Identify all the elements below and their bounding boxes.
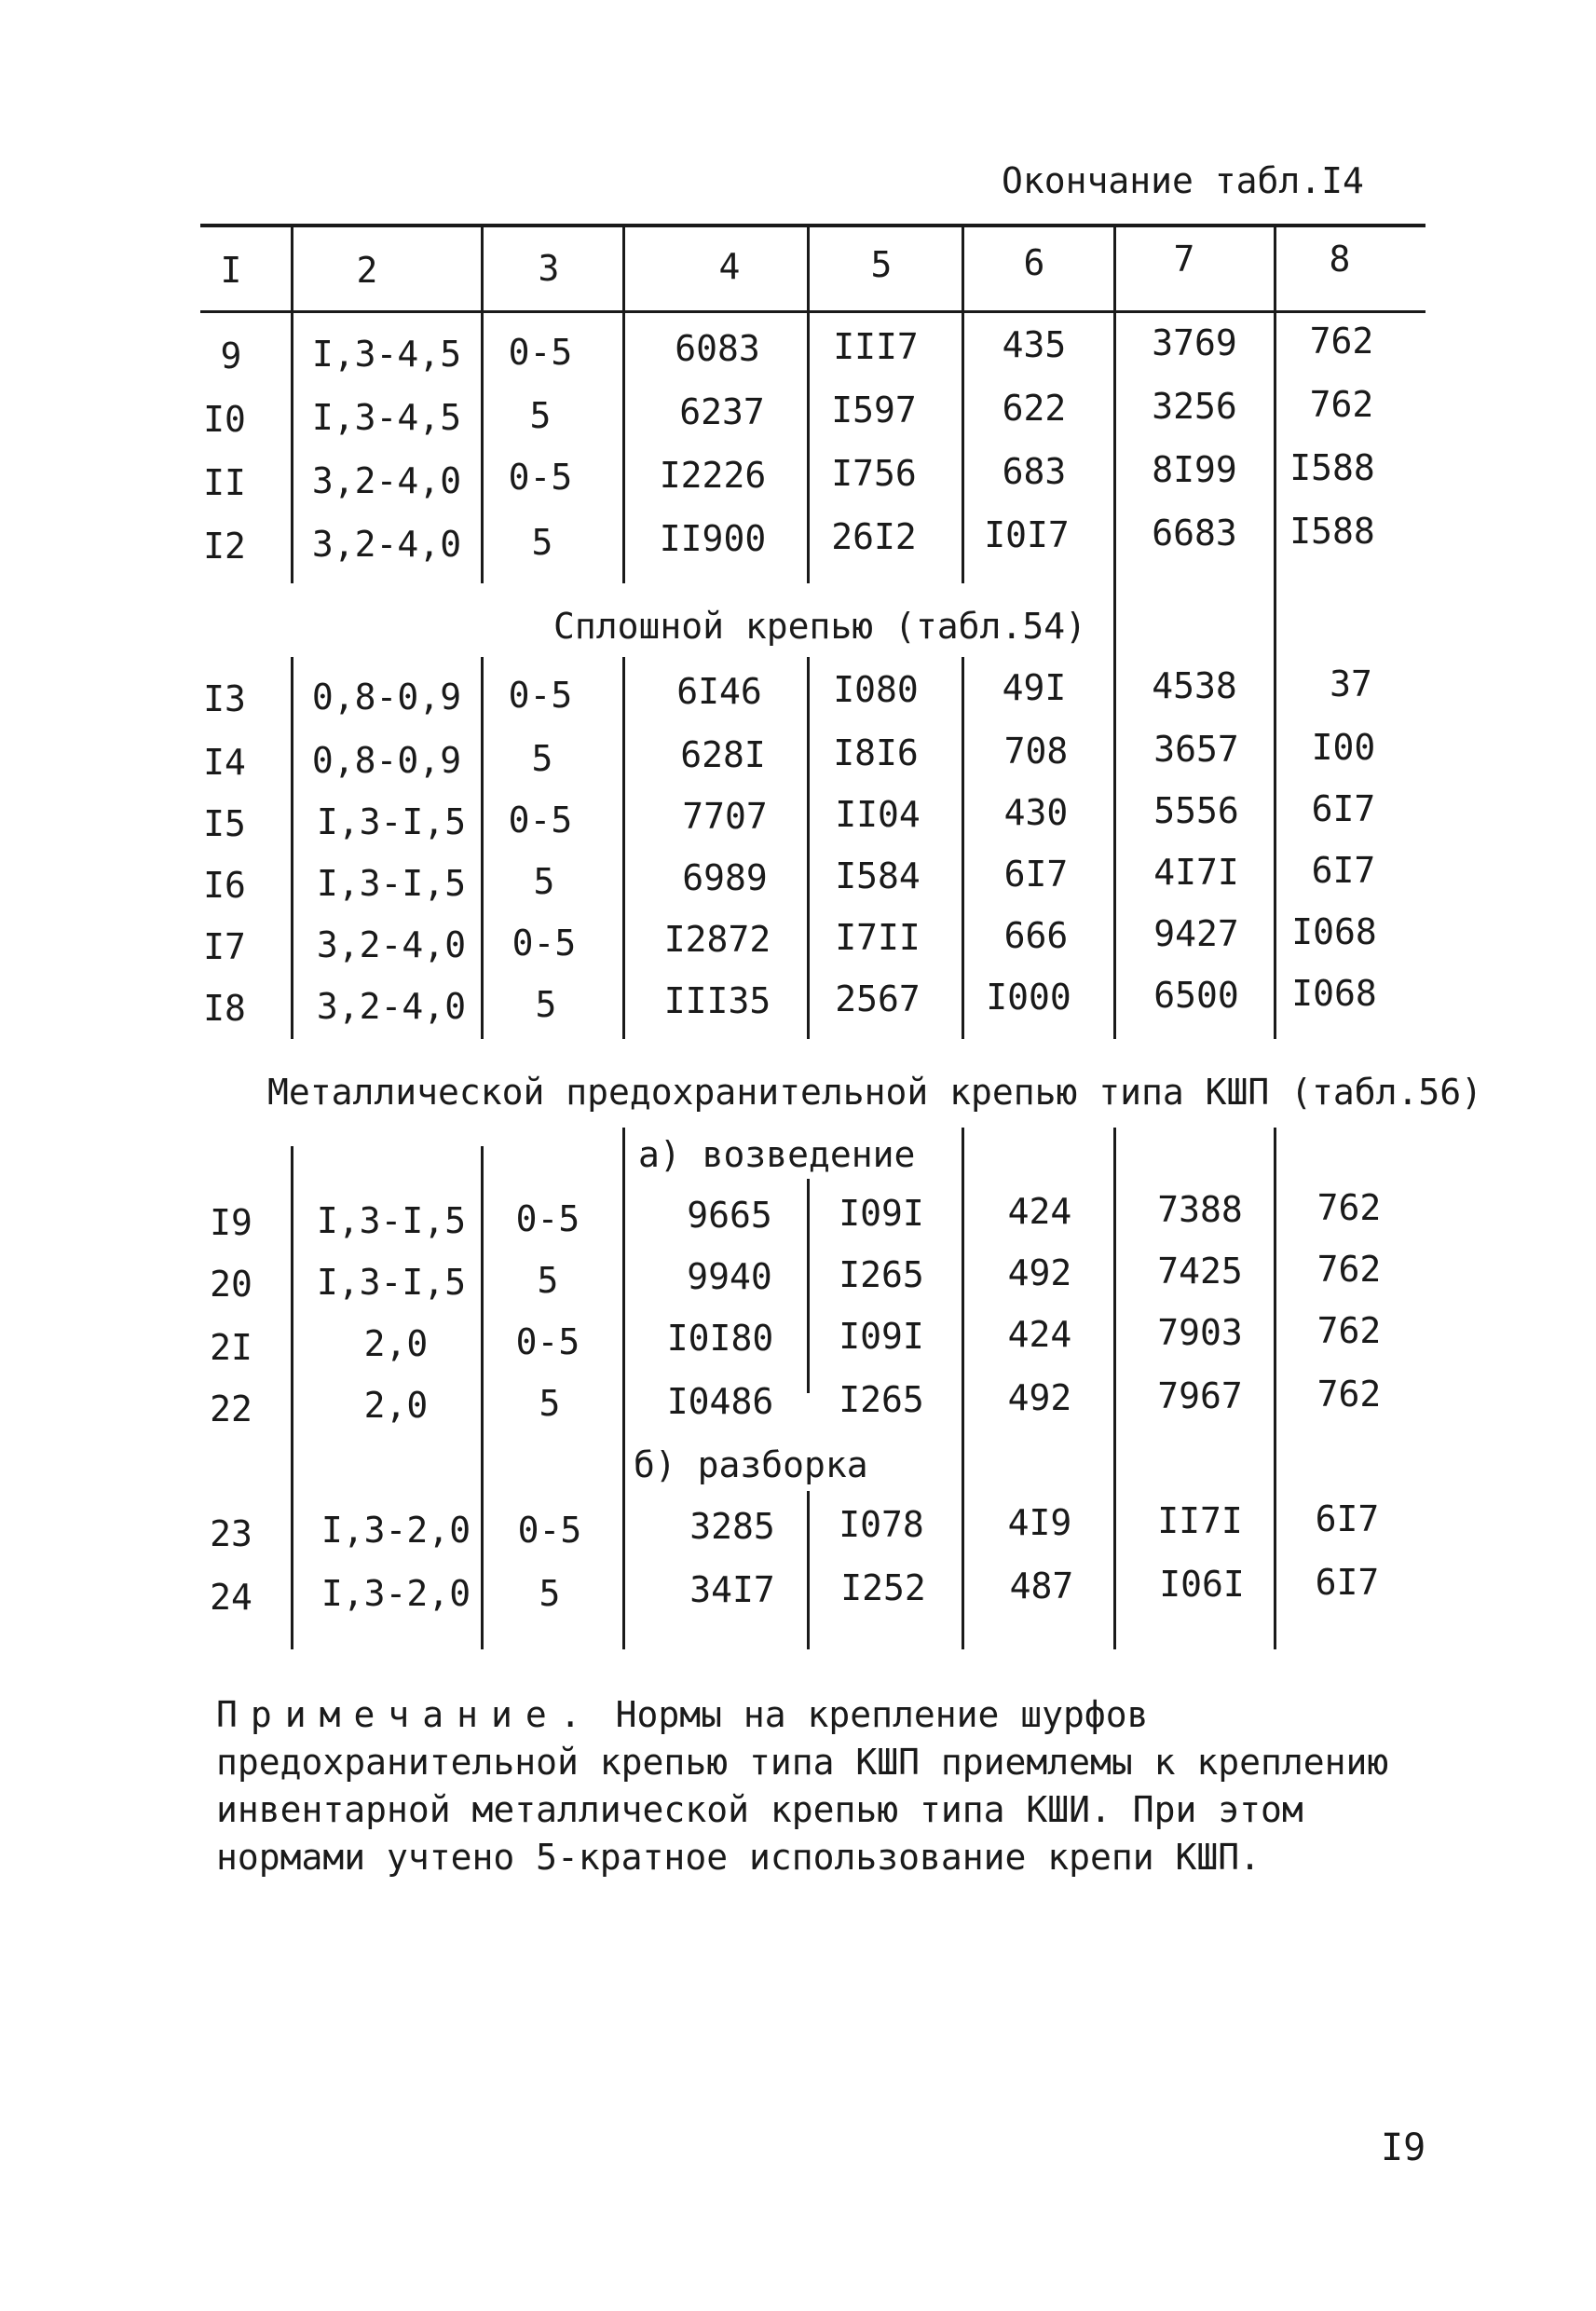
table-cell: 424 <box>1007 1314 1072 1355</box>
table-cell: 49I <box>1002 667 1067 708</box>
table-cell: I0486 <box>666 1381 774 1422</box>
table-cell: 9 <box>220 335 242 376</box>
table-cell: 5 <box>531 522 553 563</box>
table-cell: 0,8-0,9 <box>311 740 462 781</box>
col-divider <box>481 657 484 1039</box>
table-cell: 0-5 <box>508 800 573 841</box>
footnote-text: Нормы на крепление шурфов предохранительной крепью типа КШП приемлемы к креплению инвентарной металлической крепью типа КШИ. При этом нормами учтено 5-кратное использование крепи КШП. <box>216 1694 1389 1878</box>
table-cell: 3,2-4,0 <box>311 524 462 565</box>
table-cell: 2,0 <box>363 1323 429 1364</box>
table-cell: 762 <box>1316 1249 1382 1290</box>
table-cell: 762 <box>1316 1374 1382 1415</box>
col-divider <box>1113 1128 1116 1649</box>
table-cell: 6I7 <box>1311 850 1376 891</box>
table-cell: I5 <box>203 803 246 844</box>
table-cell: I3 <box>203 678 246 719</box>
table-cell: 424 <box>1007 1191 1072 1232</box>
table-cell: 7707 <box>682 796 768 837</box>
col-divider <box>291 657 293 1039</box>
table-cell: I7 <box>203 926 246 967</box>
table-cell: 6I7 <box>1311 788 1376 829</box>
table-cell: 6500 <box>1153 975 1239 1016</box>
table-cell: 37 <box>1330 663 1372 704</box>
table-cell: 4I9 <box>1007 1502 1072 1543</box>
table-cell: I0I7 <box>984 514 1070 555</box>
table-cell: 708 <box>1003 731 1069 772</box>
col-divider <box>1274 227 1276 1039</box>
table-cell: I252 <box>840 1567 926 1608</box>
table-top-rule <box>200 224 1425 227</box>
table-cell: 5 <box>537 1260 559 1301</box>
table-cell: 6I7 <box>1315 1562 1380 1603</box>
table-cell: 4I7I <box>1153 852 1239 893</box>
column-header: 6 <box>1023 242 1045 283</box>
section-heading: Металлической предохранительной крепью типа КШП (табл.56) <box>267 1072 1483 1113</box>
table-cell: I584 <box>835 855 921 896</box>
table-cell: I000 <box>986 977 1071 1018</box>
table-cell: II7I <box>1157 1500 1243 1541</box>
table-cell: III7 <box>833 326 919 367</box>
table-cell: III35 <box>663 980 771 1021</box>
table-cell: I09I <box>839 1316 924 1357</box>
column-header: 2 <box>356 250 378 291</box>
table-cell: I,3-I,5 <box>316 801 467 842</box>
table-cell: 26I2 <box>831 516 917 557</box>
footnote-lead: Примечание. <box>216 1694 594 1735</box>
table-cell: 22 <box>210 1388 252 1429</box>
table-cell: 430 <box>1003 792 1069 833</box>
table-cell: II <box>203 462 246 503</box>
table-cell: I,3-4,5 <box>311 334 462 375</box>
column-header: 7 <box>1173 239 1195 280</box>
table-cell: 5 <box>539 1383 561 1424</box>
table-cell: 6I46 <box>676 671 762 712</box>
col-divider <box>807 1491 810 1649</box>
column-header: 4 <box>718 246 741 287</box>
table-cell: 8I99 <box>1152 449 1237 490</box>
col-divider <box>962 657 964 1039</box>
table-cell: 628I <box>680 734 766 775</box>
table-cell: 23 <box>210 1513 252 1554</box>
table-cell: 762 <box>1316 1310 1382 1351</box>
col-divider <box>807 657 810 1039</box>
table-cell: I,3-4,5 <box>311 397 462 438</box>
table-cell: 487 <box>1009 1566 1074 1607</box>
table-cell: 6683 <box>1152 513 1237 554</box>
table-cell: I6 <box>203 865 246 906</box>
table-cell: I068 <box>1291 911 1377 952</box>
table-cell: 9940 <box>687 1256 772 1297</box>
table-cell: I,3-I,5 <box>316 863 467 904</box>
table-cell: 762 <box>1316 1187 1382 1228</box>
table-cell: 435 <box>1002 324 1067 365</box>
table-cell: 683 <box>1002 451 1067 492</box>
table-cell: 7425 <box>1157 1251 1243 1292</box>
table-cell: I756 <box>831 453 917 494</box>
table-cell: 3657 <box>1153 729 1239 770</box>
table-cell: I,3-2,0 <box>321 1510 471 1551</box>
table-cell: I8 <box>203 988 246 1029</box>
col-divider <box>622 657 625 1039</box>
table-cell: 24 <box>210 1577 252 1618</box>
table-cell: 0-5 <box>515 1321 580 1362</box>
table-cell: I,3-I,5 <box>316 1262 467 1303</box>
table-cell: I265 <box>839 1254 924 1295</box>
table-cell: I2226 <box>659 455 767 496</box>
table-cell: 3256 <box>1152 386 1237 427</box>
col-divider <box>291 1146 293 1649</box>
table-cell: 6237 <box>679 391 765 432</box>
table-cell: 492 <box>1007 1252 1072 1293</box>
table-cell: I588 <box>1289 447 1375 488</box>
col-divider <box>291 227 293 583</box>
table-cell: 6I7 <box>1003 854 1069 895</box>
table-cell: 7903 <box>1157 1312 1243 1353</box>
table-cell: 5 <box>533 861 555 902</box>
column-header: 3 <box>538 248 560 289</box>
table-cell: 5 <box>535 984 557 1025</box>
table-cell: 6I7 <box>1315 1498 1380 1539</box>
table-cell: 3285 <box>689 1506 775 1547</box>
table-cell: I265 <box>839 1379 924 1420</box>
table-cell: I00 <box>1311 727 1376 768</box>
table-cell: 0-5 <box>508 457 573 498</box>
table-cell: 5 <box>539 1573 561 1614</box>
table-cell: 7967 <box>1157 1375 1243 1416</box>
table-header-rule <box>200 310 1425 313</box>
table-cell: 0-5 <box>517 1510 582 1551</box>
table-cell: 4538 <box>1152 665 1237 706</box>
table-cell: I080 <box>833 669 919 710</box>
table-cell: 20 <box>210 1264 252 1305</box>
table-cell: I4 <box>203 742 246 783</box>
table-cell: I068 <box>1291 973 1377 1014</box>
table-cell: II900 <box>659 518 767 559</box>
col-divider <box>622 1128 625 1649</box>
table-cell: I597 <box>831 390 917 431</box>
table-cell: I,3-I,5 <box>316 1200 467 1241</box>
footnote <box>216 1691 1446 1881</box>
table-cell: I588 <box>1289 511 1375 552</box>
table-cell: 3769 <box>1152 322 1237 363</box>
section-heading: Сплошной крепью (табл.54) <box>553 606 1086 647</box>
table-cell: I7II <box>835 917 921 958</box>
col-divider <box>481 227 484 583</box>
table-cell: I8I6 <box>833 732 919 773</box>
table-cell: 0,8-0,9 <box>311 677 462 718</box>
table-cell: I0I80 <box>666 1318 774 1359</box>
table-cell: 762 <box>1309 384 1374 425</box>
table-cell: 5 <box>531 738 553 779</box>
col-divider <box>962 1128 964 1649</box>
table-caption: Окончание табл.I4 <box>1002 160 1364 201</box>
table-cell: 762 <box>1309 321 1374 362</box>
table-cell: I2 <box>203 526 246 567</box>
subsection-heading: б) разборка <box>634 1444 868 1485</box>
table-cell: 34I7 <box>689 1569 775 1610</box>
table-cell: 6989 <box>682 857 768 898</box>
table-cell: I,3-2,0 <box>321 1573 471 1614</box>
table-cell: 2,0 <box>363 1385 429 1426</box>
col-divider <box>807 1179 810 1393</box>
column-header: I <box>220 250 242 291</box>
table-cell: 3,2-4,0 <box>316 924 467 965</box>
table-cell: 5 <box>529 395 552 436</box>
subsection-heading: а) возведение <box>638 1134 916 1175</box>
table-cell: 666 <box>1003 915 1069 956</box>
col-divider <box>481 1146 484 1649</box>
table-cell: 0-5 <box>508 675 573 716</box>
col-divider <box>807 227 810 583</box>
table-cell: 0-5 <box>512 923 577 964</box>
col-divider <box>622 227 625 583</box>
table-cell: 0-5 <box>508 332 573 373</box>
table-cell: 9427 <box>1153 913 1239 954</box>
col-divider <box>1113 227 1116 1039</box>
table-cell: I09I <box>839 1193 924 1234</box>
page-number: I9 <box>1381 2126 1426 2169</box>
table-cell: 3,2-4,0 <box>316 986 467 1027</box>
table-cell: 6083 <box>675 328 760 369</box>
table-cell: I078 <box>839 1504 924 1545</box>
table-cell: I2872 <box>663 919 771 960</box>
table-cell: I9 <box>210 1202 252 1243</box>
column-header: 8 <box>1329 239 1351 280</box>
table-cell: 492 <box>1007 1377 1072 1418</box>
table-cell: 5556 <box>1153 790 1239 831</box>
table-cell: 3,2-4,0 <box>311 460 462 501</box>
table-cell: 7388 <box>1157 1189 1243 1230</box>
table-cell: 9665 <box>687 1195 772 1236</box>
col-divider <box>1274 1128 1276 1649</box>
table-cell: 622 <box>1002 388 1067 429</box>
table-cell: 0-5 <box>515 1198 580 1239</box>
table-cell: 2I <box>210 1327 252 1368</box>
table-cell: I06I <box>1159 1564 1245 1605</box>
column-header: 5 <box>870 244 893 285</box>
table-cell: I0 <box>203 399 246 440</box>
table-cell: II04 <box>835 794 921 835</box>
col-divider <box>962 227 964 583</box>
table-cell: 2567 <box>835 978 921 1019</box>
